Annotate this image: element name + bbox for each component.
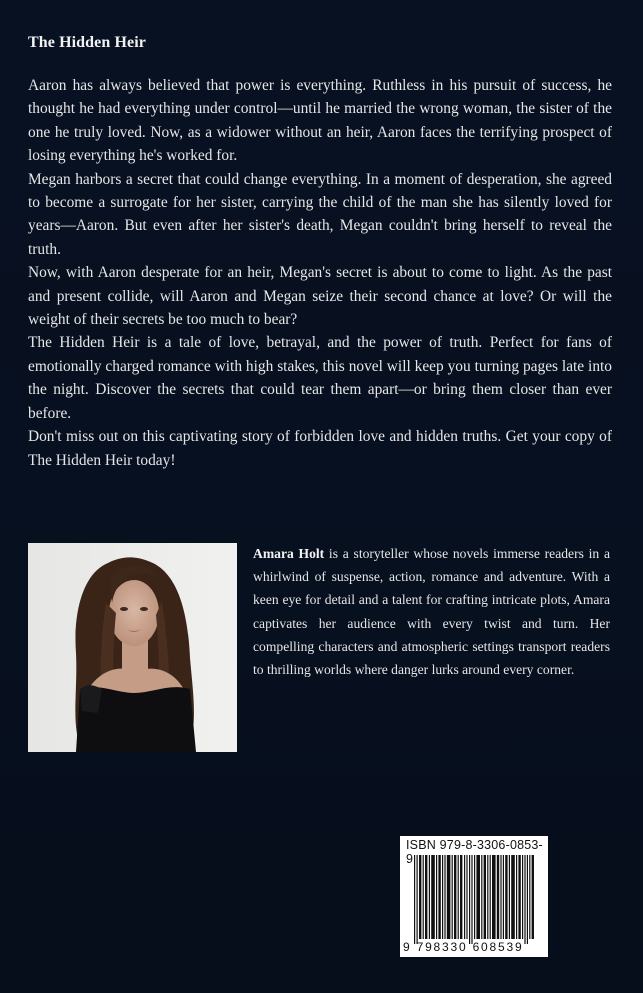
blurb-paragraph: The Hidden Heir is a tale of love, betrayal, and the power of truth. Perfect for fans of emotionally charged romance with high stakes, this novel will keep you turning pages late into the night. Discover the secrets that could tear them apart—or bring them closer than ever before. xyxy=(28,334,612,422)
isbn-barcode xyxy=(400,836,548,957)
author-name: Amara Holt xyxy=(253,546,325,561)
blurb-paragraph: Aaron has always believed that power is everything. Ruthless in his pursuit of success, he thought he had everything under control—until he married the wrong woman, the sister of the one he truly loved. Now, as a widower without an heir, Aaron faces the terrifying prospect of losing everything he's worked for. xyxy=(28,77,612,165)
author-bio xyxy=(253,542,610,681)
blurb-paragraph: Megan harbors a secret that could change everything. In a moment of desperation, she agreed to become a surrogate for her sister, carrying the child of the man she has silently loved for years—Aaron. But even after her sister's death, Megan couldn't bring herself to reveal the truth. xyxy=(28,170,612,258)
book-title: The Hidden Heir xyxy=(28,34,146,51)
barcode-digits: 9 798330 608539 xyxy=(403,940,524,954)
author-bio-text: is a storyteller whose novels immerse readers in a whirlwind of suspense, action, romance and adventure. With a keen eye for detail and a talent for crafting intricate plots, Amara captivates her audience with every twist and turn. Her compelling characters and atmospheric settings transport readers to thrilling worlds where danger lurks around every corner. xyxy=(253,546,610,678)
blurb-paragraph: Now, with Aaron desperate for an heir, Megan's secret is about to come to light. As the past and present collide, will Aaron and Megan seize their second chance at love? Or will the weight of their secrets be too much to bear? xyxy=(28,264,612,329)
book-blurb xyxy=(28,74,612,472)
author-photo xyxy=(28,543,237,752)
blurb-paragraph: Don't miss out on this captivating story of forbidden love and hidden truths. Get your copy of The Hidden Heir today! xyxy=(28,428,612,469)
author-portrait-image xyxy=(28,543,237,752)
isbn-label: ISBN 979-8-3306-0853-9 xyxy=(406,838,543,866)
